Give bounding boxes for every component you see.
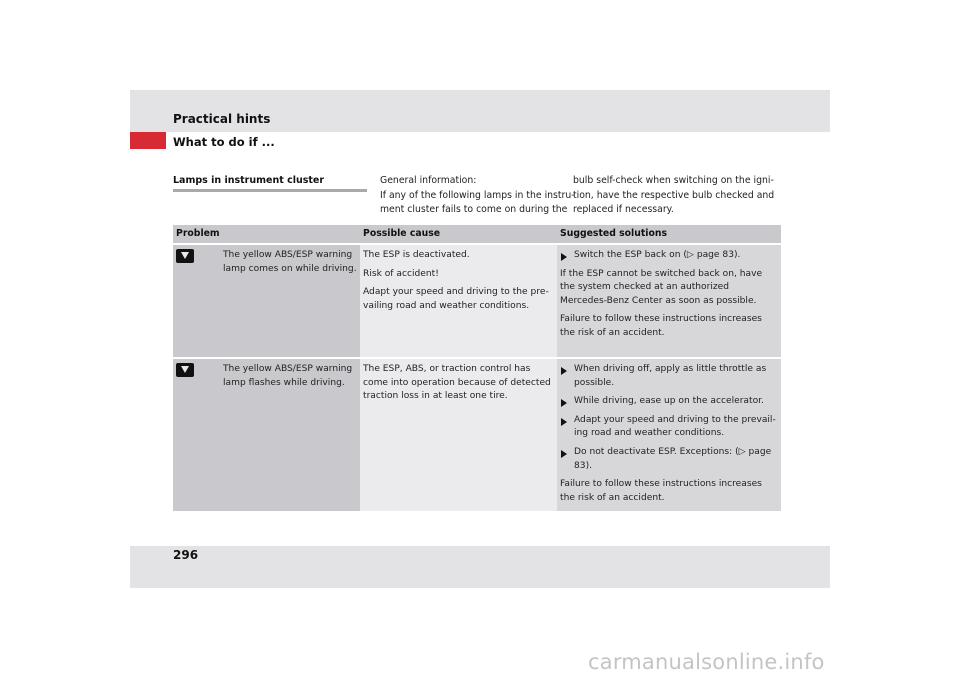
page-number-band [130, 546, 830, 588]
header-problem: Problem [173, 225, 360, 244]
solution-bullet: Adapt your speed and driving to the prevail-ing road and weather conditions. [560, 414, 778, 441]
cause-text: Risk of accident! [363, 268, 439, 279]
solution-bullet: When driving off, apply as little throttle as possible. [560, 363, 778, 390]
header-cause: Possible cause [360, 225, 557, 244]
solution-bullet: While driving, ease up on the accelerator. [560, 395, 778, 409]
solution-bullet: Switch the ESP back on (▷ page 83). [560, 249, 778, 263]
heading-rule [173, 189, 367, 192]
page-number: 296 [173, 548, 199, 562]
table-row [173, 244, 781, 358]
solution-cell [557, 358, 781, 511]
solution-note: If the ESP cannot be switched back on, have the system checked at an authorized Mercedes-Benz Center as soon as possible. [560, 268, 763, 306]
section-marker-tab [130, 132, 166, 149]
topic-heading: Lamps in instrument cluster [173, 175, 325, 186]
esp-warning-lamp-icon [176, 363, 194, 377]
watermark: carmanualsonline.info [588, 650, 825, 674]
section-title: Practical hints [173, 112, 271, 126]
header-solution: Suggested solutions [557, 225, 781, 244]
intro-line: bulb self-check when switching on the igni- [573, 175, 774, 186]
intro-line: ment cluster fails to come on during the [380, 204, 568, 215]
intro-column-2 [573, 174, 778, 218]
cause-text: The ESP, ABS, or traction control has come into operation because of detected traction loss in at least one tire. [363, 364, 551, 402]
intro-line: If any of the following lamps in the instru- [380, 189, 575, 201]
solution-note: Failure to follow these instructions increases the risk of an accident. [560, 314, 762, 338]
intro-column-1 [380, 174, 585, 218]
problem-cell: The yellow ABS/ESP warning lamp comes on while driving. [220, 244, 360, 358]
solution-bullet: Do not deactivate ESP. Exceptions: (▷ page 83). [560, 446, 778, 473]
subsection-title: What to do if ... [173, 135, 275, 149]
solution-note: Failure to follow these instructions increases the risk of an accident. [560, 479, 762, 503]
table-row [173, 358, 781, 511]
solution-cell [557, 244, 781, 358]
cause-cell [360, 358, 557, 511]
problem-cell: The yellow ABS/ESP warning lamp flashes while driving. [220, 358, 360, 511]
cause-text: Adapt your speed and driving to the pre-vailing road and weather conditions. [363, 287, 549, 311]
icon-cell [173, 358, 220, 511]
intro-line: replaced if necessary. [573, 204, 674, 215]
cause-text: The ESP is deactivated. [363, 250, 470, 260]
icon-cell [173, 244, 220, 358]
esp-warning-lamp-icon [176, 249, 194, 263]
hints-table [173, 225, 781, 511]
cause-cell [360, 244, 557, 358]
intro-line: tion, have the respective bulb checked and [573, 189, 775, 201]
intro-line: General information: [380, 175, 477, 186]
